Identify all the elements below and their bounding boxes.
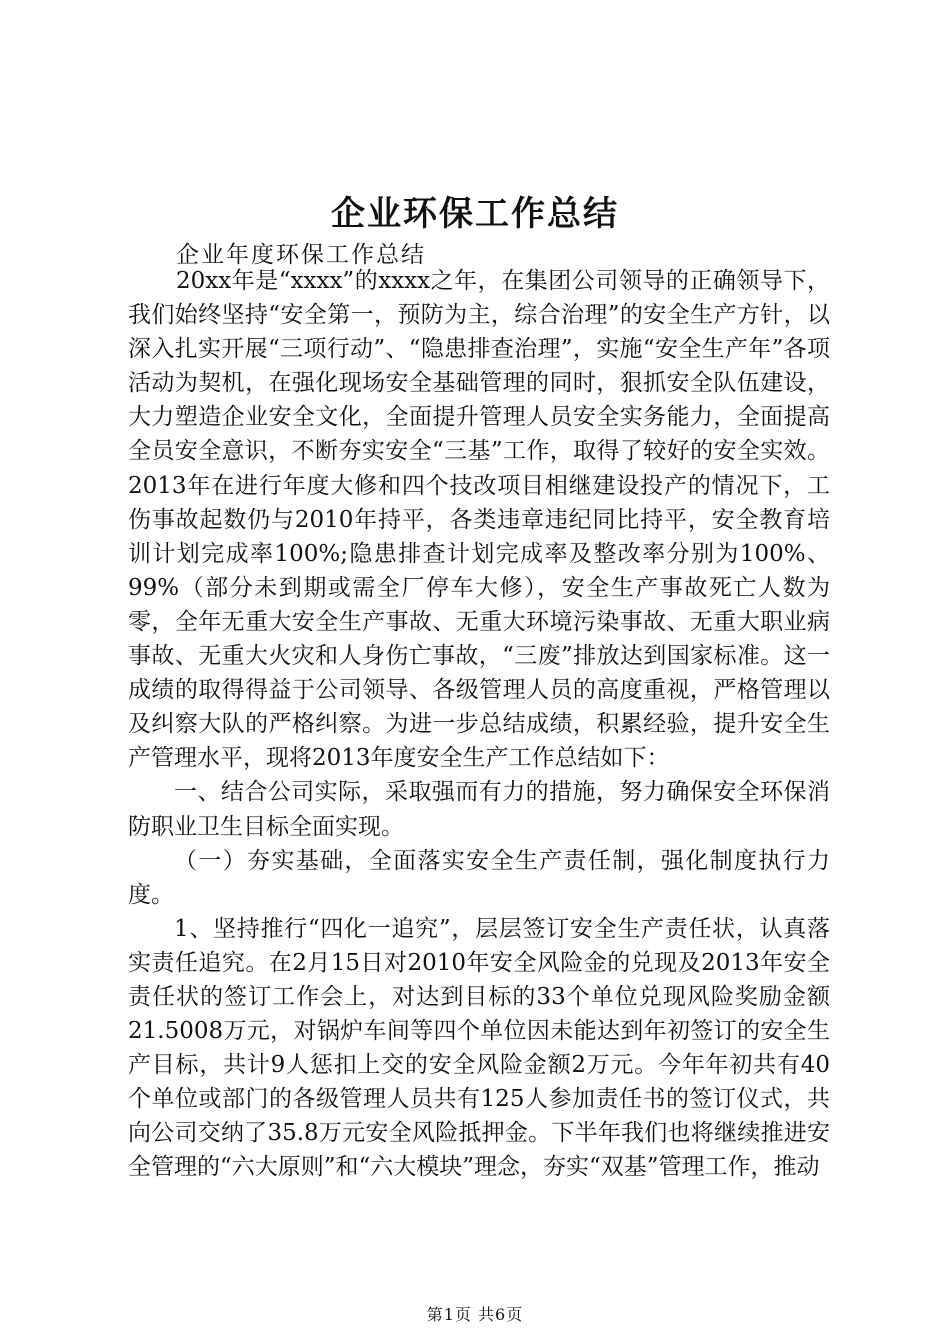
paragraph-item-one: 1、坚持推行“四化一追究”，层层签订安全生产责任状，认真落实责任追究。在2月15日对2010年安全风险金的兑现及2013年安全责任状的签订工作会上，对达到目标的33个单位兑现风险奖励金额21.5008万元，对锅炉车间等四个单位因未能达到年初签订的安全生产目标，共计9人惩扣上交的安全风险金额2万元。今年年初共有40个单位或部门的各级管理人员共有125人参加责任书的签订仪式，共向公司交纳了35.8万元安全风险抵押金。下半年我们也将继续推进安全管理的“六大原则”和“六大模块”理念，夯实“双基”管理工作，推动 [128,915,830,1181]
paragraph-subsection-one: （一）夯实基础，全面落实安全生产责任制，强化制度执行力度。 [128,847,830,908]
paragraph-intro: 20xx年是“xxxx”的xxxx之年，在集团公司领导的正确领导下，我们始终坚持“安全第一，预防为主，综合治理”的安全生产方针，以深入扎实开展“三项行动”、“隐患排查治理”，实施“安全生产年”各项活动为契机，在强化现场安全基础管理的同时，狠抓安全队伍建设，大力塑造企业安全文化，全面提升管理人员安全实务能力，全面提高全员安全意识，不断夯实安全“三基”工作，取得了较好的安全实效。2013年在进行年度大修和四个技改项目相继建设投产的情况下，工伤事故起数仍与2010年持平，各类违章违纪同比持平，安全教育培训计划完成率100%;隐患排查计划完成率及整改率分别为100%、99%（部分未到期或需全厂停车大修），安全生产事故死亡人数为零，全年无重大安全生产事故、无重大环境污染事故、无重大职业病事故、无重大火灾和人身伤亡事故，“三废”排放达到国家标准。这一成绩的取得得益于公司领导、各级管理人员的高度重视，严格管理以及纠察大队的严格纠察。为进一步总结成绩，积累经验，提升安全生产管理水平，现将2013年度安全生产工作总结如下： [128,268,830,772]
document-body [128,264,830,1185]
page-number-footer: 第1页 共6页 [426,1305,524,1324]
paragraph-section-one: 一、结合公司实际，采取强而有力的措施，努力确保安全环保消防职业卫生目标全面实现。 [128,779,830,840]
document-subtitle: 企业年度环保工作总结 [176,242,426,268]
document-title: 企业环保工作总结 [331,194,619,234]
